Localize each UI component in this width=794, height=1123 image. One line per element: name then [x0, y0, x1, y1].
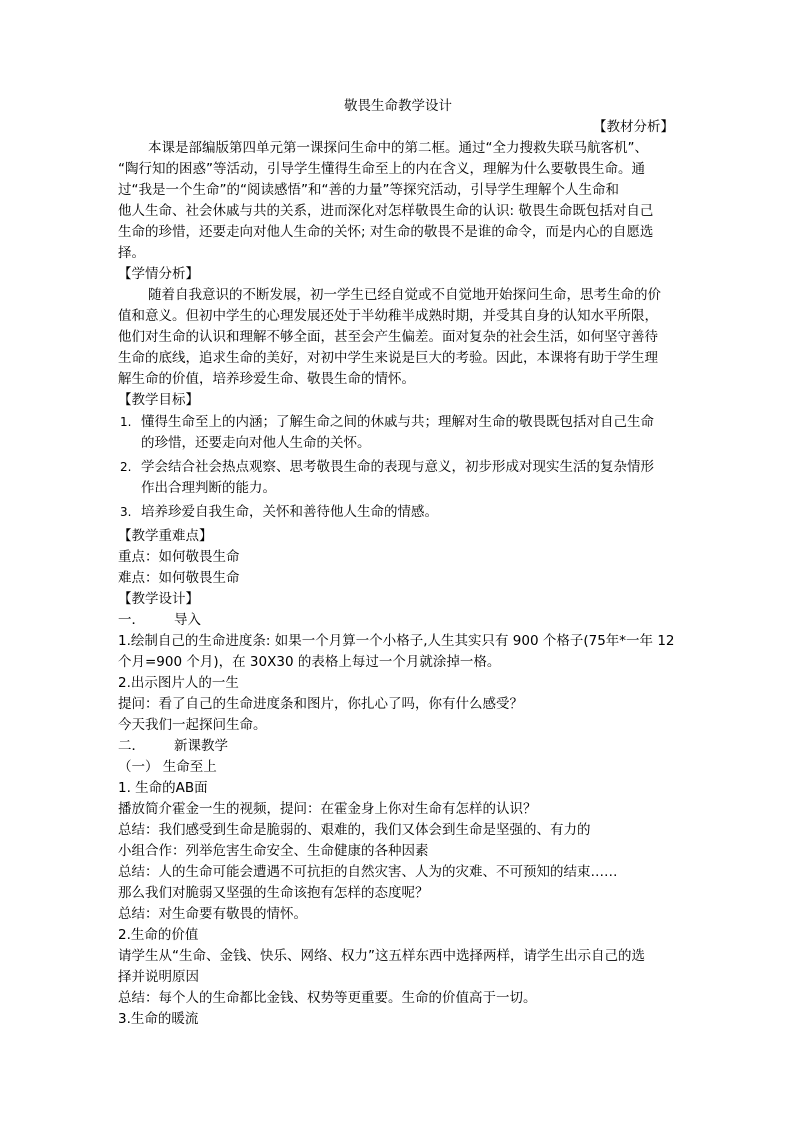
- part-number: 二．: [118, 738, 145, 754]
- section-heading-design: 【教学设计】: [118, 591, 199, 607]
- text-line: 过“我是一个生命”的“阅读感悟”和“善的力量”等探究活动，引导学生理解个人生命和: [118, 182, 619, 198]
- page-title: 敬畏生命教学设计: [344, 98, 452, 114]
- list-item: [118, 412, 678, 454]
- text-line: 播放简介霍金一生的视频，提问：在霍金身上你对生命有怎样的认识？: [118, 801, 537, 817]
- text-line: 生命的底线，追求生命的美好，对初中学生来说是巨大的考验。因此，本课将有助于学生理: [118, 350, 658, 366]
- section-heading-textbook: 【教材分析】: [593, 119, 674, 135]
- text-line: 总结：我们感受到生命是脆弱的、艰难的，我们又体会到生命是坚强的、有力的: [118, 822, 591, 838]
- text-line: 择。: [118, 245, 145, 261]
- part-title: 导入: [174, 612, 201, 628]
- text-line: 今天我们一起探问生命。: [118, 717, 267, 733]
- section-heading-keypoints: 【教学重难点】: [118, 528, 213, 544]
- text-line: 那么我们对脆弱又坚强的生命该抱有怎样的态度呢？: [118, 885, 429, 901]
- list-item-text: 懂得生命至上的内涵；了解生命之间的休戚与共；理解对生命的敬畏既包括对自己生命: [141, 414, 654, 430]
- list-item-number: 1.: [120, 415, 132, 429]
- text-line: （一） 生命至上: [118, 759, 217, 775]
- text-line: 择并说明原因: [118, 969, 199, 985]
- text-line: 1. 生命的AB面: [118, 780, 208, 796]
- list-item-text: 学会结合社会热点观察、思考敬畏生命的表现与意义，初步形成对现实生活的复杂情形: [141, 459, 654, 475]
- text-line: 解生命的价值，培养珍爱生命、敬畏生命的情怀。: [118, 371, 415, 387]
- difficult-point: 难点：如何敬畏生命: [118, 570, 240, 586]
- list-item-text: 作出合理判断的能力。: [141, 480, 276, 496]
- part-title: 新课教学: [174, 738, 228, 754]
- text-line: “陶行知的困惑”等活动，引导学生懂得生命至上的内在含义，理解为什么要敬畏生命。通: [118, 161, 645, 177]
- list-item-number: 3.: [120, 505, 132, 519]
- document-body: [118, 95, 678, 1030]
- text-line: 值和意义。但初中学生的心理发展还处于半幼稚半成熟时期，并受其自身的认知水平所限，: [118, 308, 658, 324]
- text-line: 2.出示图片人的一生: [118, 675, 239, 691]
- text-line: 请学生从“生命、金钱、快乐、网络、权力”这五样东西中选择两样，请学生出示自己的选: [118, 948, 645, 964]
- paragraph-students: [118, 285, 678, 390]
- text-line: 1.绘制自己的生命进度条: 如果一个月算一个小格子,人生其实只有 900 个格子(75年*一年 12: [118, 633, 675, 649]
- text-line: 他们对生命的认识和理解不够全面，甚至会产生偏差。面对复杂的社会生活，如何坚守善待: [118, 329, 658, 345]
- text-line: 提问：看了自己的生命进度条和图片，你扎心了吗，你有什么感受？: [118, 696, 523, 712]
- list-item: [118, 457, 678, 499]
- list-item-text: 培养珍爱自我生命，关怀和善待他人生命的情感。: [141, 504, 438, 520]
- text-line: 总结：对生命要有敬畏的情怀。: [118, 906, 307, 922]
- part-heading-intro: [118, 610, 678, 631]
- text-line: 随着自我意识的不断发展，初一学生已经自觉或不自觉地开始探问生命，思考生命的价: [148, 287, 661, 303]
- list-item-number: 2.: [120, 460, 132, 474]
- section-heading-students: 【学情分析】: [118, 266, 199, 282]
- text-line: 3.生命的暖流: [118, 1011, 199, 1027]
- text-line: 总结：每个人的生命都比金钱、权势等更重要。生命的价值高于一切。: [118, 990, 537, 1006]
- section-heading-goals: 【教学目标】: [118, 392, 199, 408]
- text-line: 总结：人的生命可能会遭遇不可抗拒的自然灾害、人为的灾难、不可预知的结束……: [118, 864, 618, 880]
- list-item: [118, 502, 678, 523]
- text-line: 小组合作：列举危害生命安全、生命健康的各种因素: [118, 843, 429, 859]
- text-line: 生命的珍惜，还要走向对他人生命的关怀; 对生命的敬畏不是谁的命令，而是内心的自愿选: [118, 224, 654, 240]
- part-heading-new-lesson: [118, 736, 678, 757]
- text-line: 个月=900 个月)，在 30X30 的表格上每过一个月就涂掉一格。: [118, 654, 501, 670]
- key-point: 重点：如何敬畏生命: [118, 549, 240, 565]
- list-item-text: 的珍惜，还要走向对他人生命的关怀。: [141, 435, 371, 451]
- part-number: 一．: [118, 612, 145, 628]
- text-line: 他人生命、社会休戚与共的关系，进而深化对怎样敬畏生命的认识: 敬畏生命既包括对自己: [118, 203, 654, 219]
- text-line: 本课是部编版第四单元第一课探问生命中的第二框。通过“全力搜救失联马航客机”、: [148, 140, 648, 156]
- text-line: 2.生命的价值: [118, 927, 199, 943]
- paragraph-textbook: [118, 138, 678, 264]
